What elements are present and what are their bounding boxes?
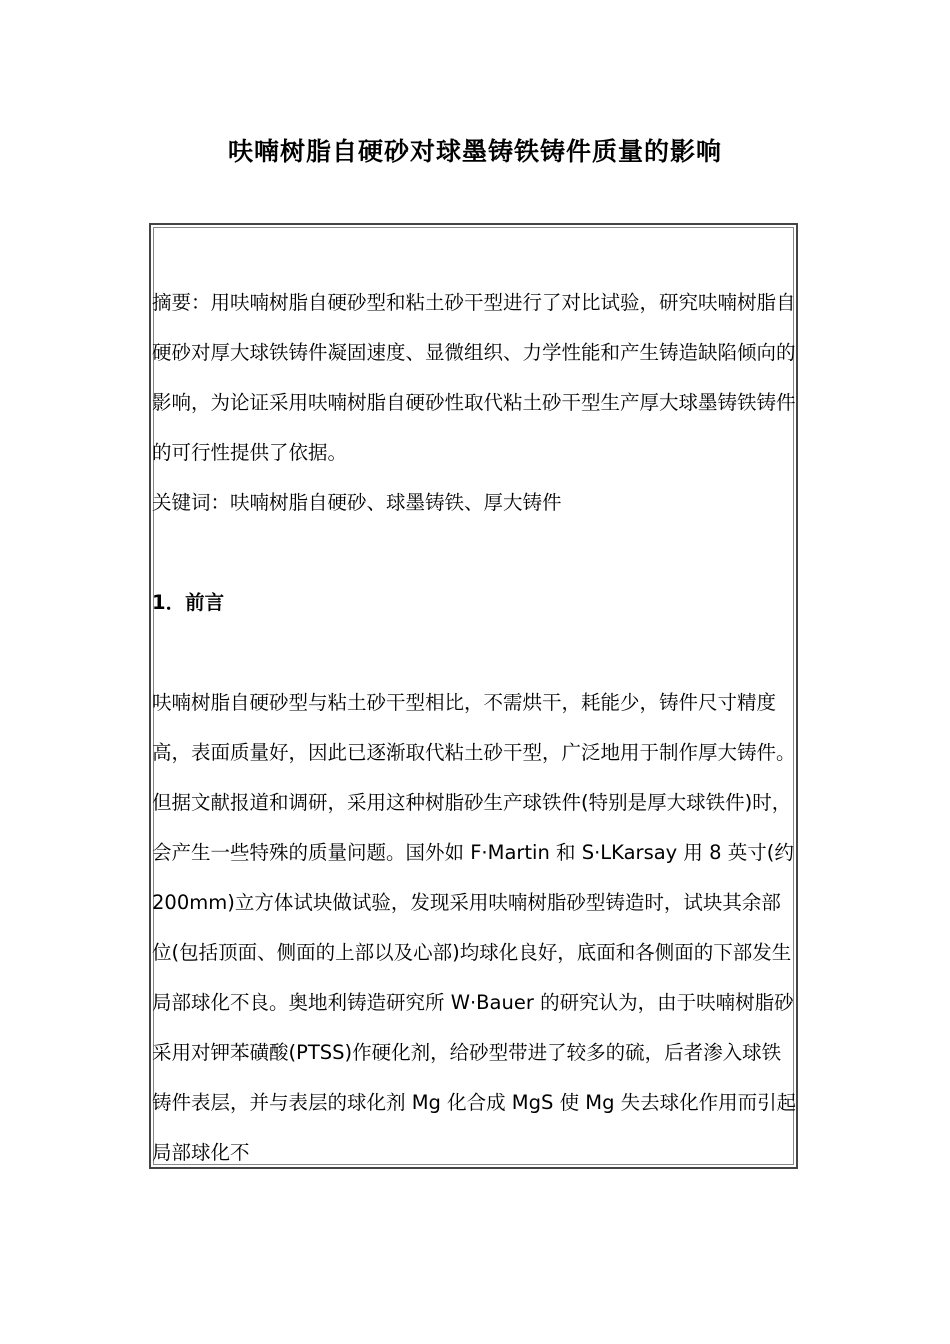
blank-line: [152, 628, 796, 678]
keywords-line: 关键词：呋喃树脂自硬砂、球墨铸铁、厚大铸件: [152, 491, 562, 514]
blank-line: [152, 528, 796, 578]
document-body: [152, 278, 796, 1166]
document-title: 呋喃树脂自硬砂对球墨铸铁铸件质量的影响: [227, 137, 722, 166]
content-clip: [152, 226, 796, 1166]
section-heading: 1．前言: [152, 591, 225, 614]
section-body-paragraph: 呋喃树脂自硬砂型与粘土砂干型相比，不需烘干，耗能少，铸件尺寸精度高，表面质量好，因此已逐渐取代粘土砂干型，广泛地用于制作厚大铸件。但据文献报道和调研，采用这种树脂砂生产球铁件(特别是厚大球铁件)时，会产生一些特殊的质量问题。国外如 F·Martin 和 S·LKarsay 用 8 英寸(约 200mm)立方体试块做试验，发现采用呋喃树脂砂型铸造时，试块其余部位(包括顶面、侧面的上部以及心部)均球化良好，底面和各侧面的下部发生局部球化不良。奥地利铸造研究所 W·Bauer 的研究认为，由于呋喃树脂砂采用对钾苯磺酸(PTSS)作硬化剂，给砂型带进了较多的硫，后者渗入球铁铸件表层，并与表层的球化剂 Mg 化合成 MgS 使 Mg 失去球化作用而引起局部球化不: [152, 691, 796, 1164]
abstract-paragraph: 摘要：用呋喃树脂自硬砂型和粘土砂干型进行了对比试验，研究呋喃树脂自硬砂对厚大球铁铸件凝固速度、显微组织、力学性能和产生铸造缺陷倾向的影响，为论证采用呋喃树脂自硬砂性取代粘土砂干型生产厚大球墨铸铁铸件的可行性提供了依据。: [152, 291, 796, 464]
